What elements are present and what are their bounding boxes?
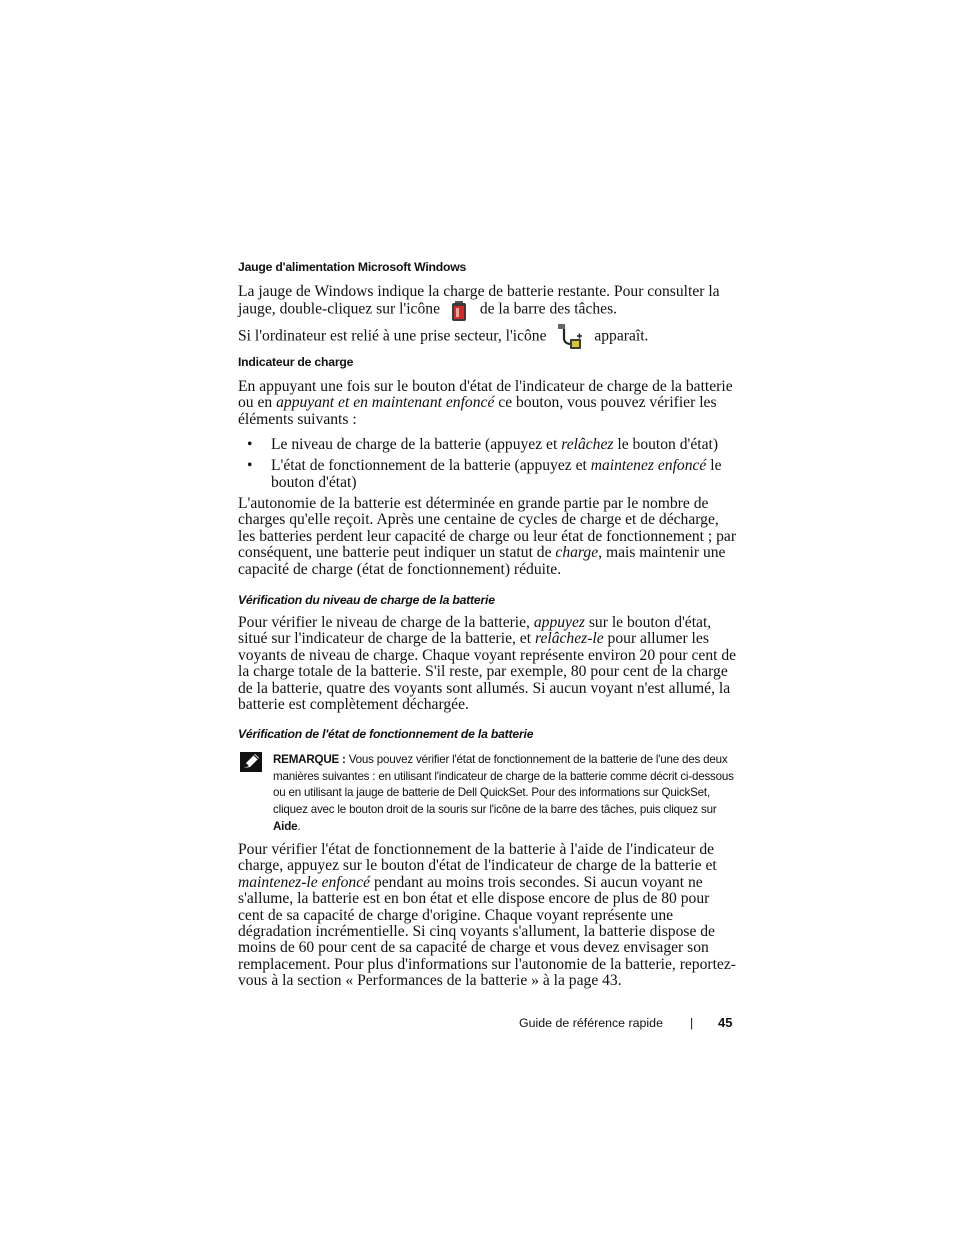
paragraph-battery-life [238,496,738,578]
text: pendant au moins trois secondes. Si aucun voyant ne s'allume, la batterie est en bon état et elle dispose encore de plus de 80 pour cent de sa capacité de charge d'origine. Chaque voyant représente une dégradation incrémentielle. Si cinq voyants s'allument, la batterie dispose de moins de 60 pour cent de sa capacité de charge et vous devez envisager son remplacement. Pour plus d'informations sur l'autonomie de la batterie, reportez-vous à la section « Performances de la batterie » à la page 43. [238,873,736,990]
text: . [297,819,301,833]
heading-check-health: Vérification de l'état de fonctionnement de la batterie [238,727,534,741]
text: Pour vérifier le niveau de charge de la batterie, [238,614,534,631]
text: Pour vérifier l'état de fonctionnement de la batterie à l'aide de l'indicateur de charge, appuyez sur le bouton d'état de l'indicateur de charge de la batterie et [238,841,717,875]
text: apparaît. [594,327,649,345]
pencil-note-icon [240,752,262,772]
heading-check-charge-level: Vérification du niveau de charge de la batterie [238,593,495,607]
list-item [238,437,738,453]
paragraph-charge-indicator-intro [238,379,738,428]
bullet-marker: • [247,457,253,475]
heading-windows-power-meter: Jauge d'alimentation Microsoft Windows [238,260,467,274]
emphasis: maintenez enfoncé [590,457,707,475]
emphasis: relâchez-le [534,630,604,648]
text: le bouton d'état) [271,457,722,491]
bullet-marker: • [247,436,253,453]
emphasis: charge [555,544,599,562]
text: pour allumer les voyants de niveau de charge. Chaque voyant représente environ 20 pour cent de la charge totale de la batterie. S'il reste, par exemple, 80 pour cent de la charge de la batterie, quatre des voyants sont allumés. Si aucun voyant n'est allumé, la batterie est complètement déchargée. [238,630,737,714]
emphasis: appuyez [533,614,585,631]
text: , mais maintenir une capacité de charge (état de fonctionnement) réduite. [238,544,726,578]
text: L'autonomie de la batterie est déterminée en grande partie par le nombre de charges qu'elle reçoit. Après une centaine de cycles de charge et de décharge, les batteries perdent leur capacité de charge ou leur état de fonctionnement ; par conséquent, une batterie peut indiquer un statut de [238,495,737,562]
note-text [273,752,739,836]
paragraph-power-meter [238,284,738,350]
footer-guide-title: Guide de référence rapide [519,1016,663,1030]
text: Vous pouvez vérifier l'état de fonctionnement de la batterie de l'une des deux manières suivantes : en utilisant l'indicateur de charge de la batterie comme décrit ci-dessous ou en utilisant la jauge de batterie de Dell QuickSet. Pour des informations sur QuickSet, cliquez avec le bouton droit de la souris sur l'icône de la barre des tâches, puis cliquez sur [273,753,734,817]
power-plug-icon [556,324,584,350]
text: sur le bouton d'état, situé sur l'indicateur de charge de la batterie, et [238,614,712,648]
text: ce bouton, vous pouvez vérifier les éléments suivants : [238,394,717,428]
help-label: Aide [273,819,298,833]
emphasis: relâchez [561,436,614,453]
text: le bouton d'état) [613,436,719,453]
text: En appuyant une fois sur le bouton d'état de l'indicateur de charge de la batterie ou en [238,378,733,412]
page-number: 45 [718,1015,733,1030]
paragraph-check-charge-level [238,615,738,713]
emphasis: maintenez-le enfoncé [238,873,371,891]
list-item [238,458,738,491]
note-label: REMARQUE : [273,753,346,766]
text: L'état de fonctionnement de la batterie (appuyez et [271,457,591,475]
emphasis: appuyant et en maintenant enfoncé [276,394,495,412]
text: Le niveau de charge de la batterie (appuyez et [271,436,562,453]
bullet-list [238,437,738,491]
heading-charge-indicator: Indicateur de charge [238,355,354,369]
text: Si l'ordinateur est relié à une prise secteur, l'icône [238,327,547,345]
text: de la barre des tâches. [479,300,618,318]
battery-icon [450,300,470,320]
paragraph-check-health [238,842,738,990]
footer-separator: | [690,1016,694,1030]
text: La jauge de Windows indique la charge de batterie restante. Pour consulter la jauge, double-cliquez sur l'icône [238,283,720,318]
